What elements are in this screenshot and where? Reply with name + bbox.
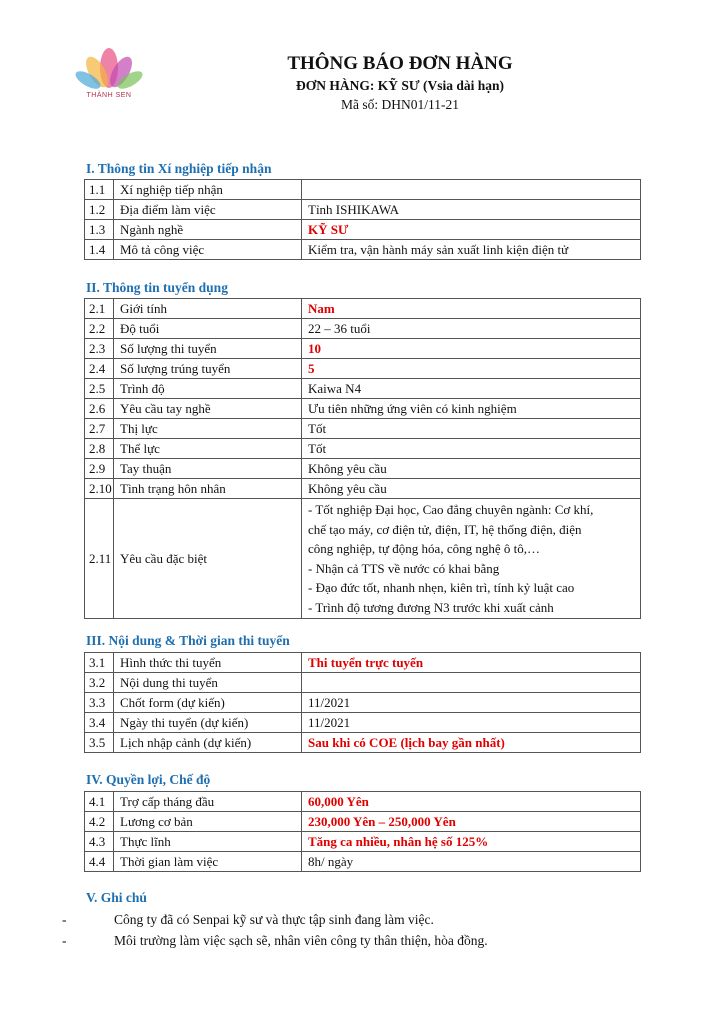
table-row: [85, 673, 641, 693]
logo-text: THÀNH SEN: [86, 92, 132, 99]
row-number: 2.10: [85, 479, 114, 499]
row-value: 60,000 Yên: [302, 792, 641, 812]
table-row: [85, 693, 641, 713]
company-logo: [64, 44, 154, 108]
table-company-info: [84, 179, 641, 260]
row-value: Sau khi có COE (lịch bay gần nhất): [302, 733, 641, 753]
row-value: Kaiwa N4: [302, 379, 641, 399]
row-value: 11/2021: [302, 693, 641, 713]
row-label: Chốt form (dự kiến): [114, 693, 302, 713]
table-row: [85, 379, 641, 399]
note-bullet: -: [62, 933, 67, 948]
row-value: Không yêu cầu: [302, 459, 641, 479]
requirement-line: chế tạo máy, cơ điện tử, điện, IT, hệ thống điện, điện: [308, 521, 582, 537]
row-label: Hình thức thi tuyển: [114, 653, 302, 673]
table-recruitment-info: [84, 298, 641, 619]
row-value: Tỉnh ISHIKAWA: [302, 200, 641, 220]
row-value: 11/2021: [302, 713, 641, 733]
table-row: [85, 240, 641, 260]
row-number: 1.4: [85, 240, 114, 260]
row-value: Tăng ca nhiều, nhân hệ số 125%: [302, 832, 641, 852]
row-number: 2.9: [85, 459, 114, 479]
row-number: 3.1: [85, 653, 114, 673]
requirement-line: - Nhận cả TTS về nước có khai bằng: [308, 560, 500, 576]
row-number: 3.2: [85, 673, 114, 693]
order-code: Mã số: DHN01/11-21: [341, 97, 459, 112]
row-label: Nội dung thi tuyển: [114, 673, 302, 693]
row-value: KỸ SƯ: [302, 220, 641, 240]
row-number: 2.3: [85, 339, 114, 359]
section-title-4: IV. Quyền lợi, Chế độ: [86, 772, 211, 787]
row-number: 1.2: [85, 200, 114, 220]
row-number: 2.7: [85, 419, 114, 439]
table-row: [85, 733, 641, 753]
requirement-line: công nghiệp, tự động hóa, công nghệ ô tô,…: [308, 541, 540, 556]
row-number: 2.11: [85, 499, 114, 619]
table-row: [85, 299, 641, 319]
row-label: Trợ cấp tháng đầu: [114, 792, 302, 812]
row-value: Kiểm tra, vận hành máy sản xuất linh kiện điện tử: [302, 240, 641, 260]
table-row: [85, 812, 641, 832]
row-number: 3.3: [85, 693, 114, 713]
row-number: 1.1: [85, 180, 114, 200]
row-label: Địa điểm làm việc: [114, 200, 302, 220]
note-text: Công ty đã có Senpai kỹ sư và thực tập sinh đang làm việc.: [114, 912, 434, 927]
table-row: [85, 479, 641, 499]
table-row: [85, 200, 641, 220]
row-label: Thị lực: [114, 419, 302, 439]
row-label: Tay thuận: [114, 459, 302, 479]
table-row: [85, 459, 641, 479]
row-value: 22 – 36 tuổi: [302, 319, 641, 339]
table-row: [85, 180, 641, 200]
table-row: [85, 832, 641, 852]
row-label: Trình độ: [114, 379, 302, 399]
row-value: Ưu tiên những ứng viên có kinh nghiệm: [302, 399, 641, 419]
lotus-icon: [64, 44, 154, 94]
table-row: [85, 499, 641, 619]
row-label: Ngày thi tuyển (dự kiến): [114, 713, 302, 733]
section-title-3: III. Nội dung & Thời gian thi tuyển: [86, 633, 290, 648]
section-title-2: II. Thông tin tuyển dụng: [86, 280, 228, 295]
table-row: [85, 653, 641, 673]
row-label: Xí nghiệp tiếp nhận: [114, 180, 302, 200]
table-row: [85, 792, 641, 812]
row-label: Thực lĩnh: [114, 832, 302, 852]
row-value: [302, 180, 641, 200]
row-value: [302, 499, 641, 619]
row-value: 10: [302, 339, 641, 359]
row-number: 4.4: [85, 852, 114, 872]
row-number: 1.3: [85, 220, 114, 240]
row-label: Lịch nhập cảnh (dự kiến): [114, 733, 302, 753]
row-number: 3.4: [85, 713, 114, 733]
row-number: 2.2: [85, 319, 114, 339]
row-number: 4.3: [85, 832, 114, 852]
table-row: [85, 359, 641, 379]
row-value: Tốt: [302, 439, 641, 459]
row-label: Giới tính: [114, 299, 302, 319]
row-number: 2.1: [85, 299, 114, 319]
row-label: Yêu cầu tay nghề: [114, 399, 302, 419]
row-label: Mô tả công việc: [114, 240, 302, 260]
table-benefits: [84, 791, 641, 872]
row-value: Không yêu cầu: [302, 479, 641, 499]
note-text: Môi trường làm việc sạch sẽ, nhân viên công ty thân thiện, hòa đồng.: [114, 933, 488, 948]
row-value: 230,000 Yên – 250,000 Yên: [302, 812, 641, 832]
row-number: 4.2: [85, 812, 114, 832]
table-row: [85, 439, 641, 459]
table-row: [85, 339, 641, 359]
row-value: 5: [302, 359, 641, 379]
row-number: 4.1: [85, 792, 114, 812]
row-number: 2.5: [85, 379, 114, 399]
note-item: [62, 909, 488, 930]
table-row: [85, 713, 641, 733]
table-row: [85, 852, 641, 872]
row-number: 2.4: [85, 359, 114, 379]
requirement-line: - Đạo đức tốt, nhanh nhẹn, kiên trì, tính kỷ luật cao: [308, 580, 575, 595]
row-label: Số lượng trúng tuyển: [114, 359, 302, 379]
table-row: [85, 419, 641, 439]
order-subtitle: ĐƠN HÀNG: KỸ SƯ (Vsia dài hạn): [295, 78, 505, 93]
row-label: Số lượng thi tuyển: [114, 339, 302, 359]
row-label: Thể lực: [114, 439, 302, 459]
section-title-1: I. Thông tin Xí nghiệp tiếp nhận: [86, 161, 272, 176]
row-label: Tình trạng hôn nhân: [114, 479, 302, 499]
row-number: 2.8: [85, 439, 114, 459]
row-value: [302, 673, 641, 693]
row-label: Yêu cầu đặc biệt: [114, 499, 302, 619]
row-number: 2.6: [85, 399, 114, 419]
row-label: Độ tuổi: [114, 319, 302, 339]
row-number: 3.5: [85, 733, 114, 753]
table-exam-schedule: [84, 652, 641, 753]
row-label: Ngành nghề: [114, 220, 302, 240]
requirement-line: - Trình độ tương đương N3 trước khi xuất cảnh: [308, 599, 554, 615]
document-header: [200, 52, 600, 114]
table-row: [85, 220, 641, 240]
row-value: 8h/ ngày: [302, 852, 641, 872]
page-title: THÔNG BÁO ĐƠN HÀNG: [287, 53, 513, 74]
notes-list: [62, 909, 488, 951]
table-row: [85, 319, 641, 339]
row-value: Thi tuyển trực tuyến: [302, 653, 641, 673]
row-label: Thời gian làm việc: [114, 852, 302, 872]
note-item: [62, 930, 488, 951]
row-label: Lương cơ bản: [114, 812, 302, 832]
table-row: [85, 399, 641, 419]
row-value: Nam: [302, 299, 641, 319]
note-bullet: -: [62, 912, 67, 927]
requirement-line: - Tốt nghiệp Đại học, Cao đẳng chuyên ngành: Cơ khí,: [308, 502, 594, 517]
row-value: Tốt: [302, 419, 641, 439]
section-title-5: V. Ghi chú: [86, 890, 147, 905]
